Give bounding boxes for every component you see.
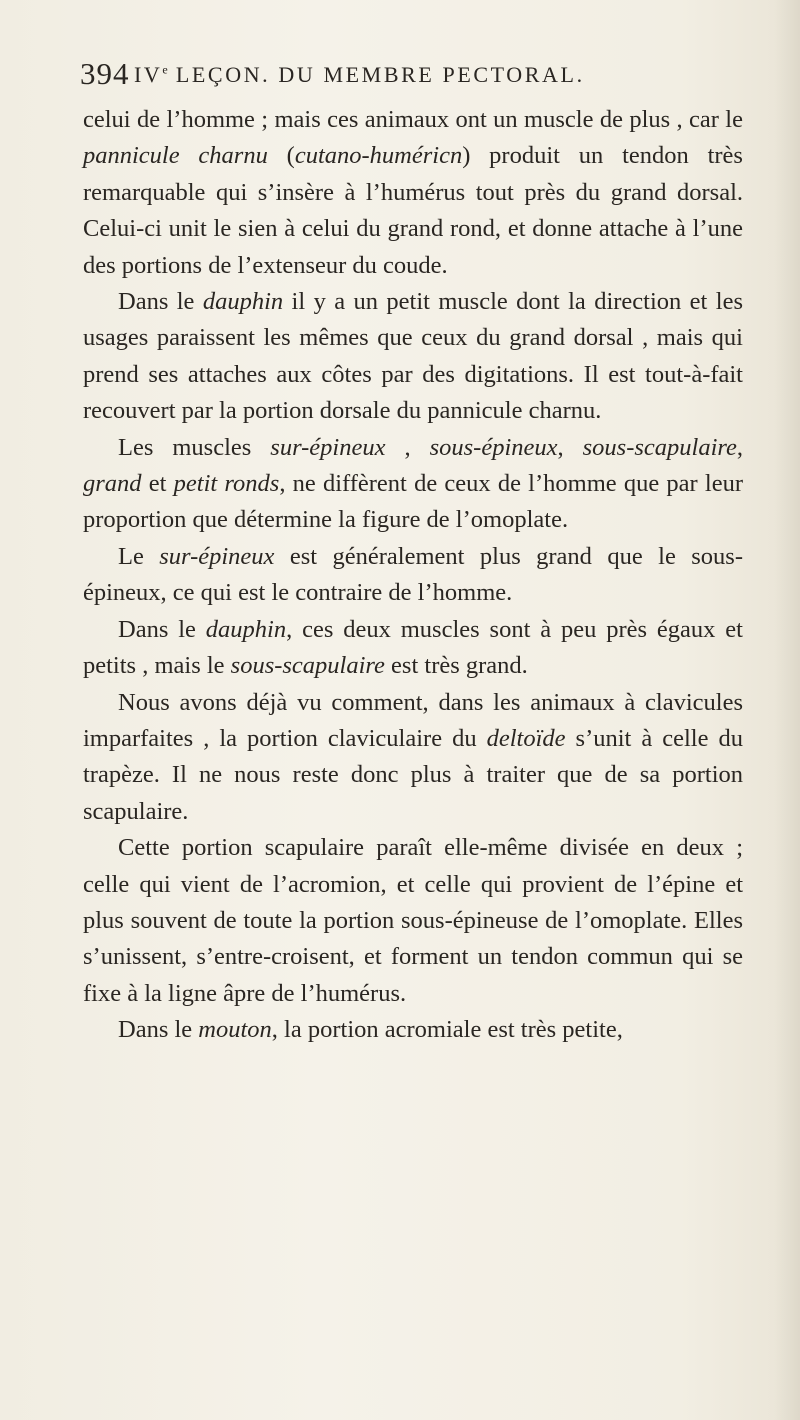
paragraph	[83, 102, 743, 284]
italic-term: sous-épineux	[429, 433, 558, 461]
paragraph	[83, 284, 743, 430]
text-run: ) produit un tendon très remarquable qui s’insère à l’humérus tout près du grand dorsal. Celui-ci unit le sien à celui du grand rond, et donne attache à l’une des portions de l’extenseur du coude.	[83, 142, 743, 279]
text-run: Le	[118, 542, 160, 570]
italic-term: dauphin	[205, 615, 287, 643]
italic-term: cutano-huméricn	[294, 142, 463, 170]
text-run: est généralement plus grand que le sous-épineux, ce qui est le contraire de l’homme.	[83, 542, 743, 607]
page-edge-shadow	[774, 0, 800, 1420]
italic-term: petit ronds	[173, 470, 280, 498]
paragraph	[83, 685, 743, 831]
running-title	[134, 62, 585, 88]
italic-term: sur-épineux	[270, 433, 386, 461]
text-run: celui de l’homme ; mais ces animaux ont un muscle de plus , car le	[83, 106, 743, 133]
page-number: 394	[80, 56, 130, 91]
text-run: , ces deux muscles sont à peu près égaux et petits , mais le	[83, 615, 743, 680]
paragraph	[83, 830, 743, 1012]
text-run: et	[141, 470, 174, 498]
paragraph	[83, 1012, 743, 1048]
text-run: , la portion acromiale est très petite,	[271, 1016, 623, 1044]
italic-term: sous-scapulaire	[582, 433, 737, 461]
paragraph	[83, 430, 743, 539]
text-run: Cette portion scapulaire paraît elle-même divisée en deux ; celle qui vient de l’acromion, et celle qui provient de l’épine et plus souvent de toute la portion sous-épineuse de l’omoplate. Elles s’unissent, s’entre-croisent, et forment un tendon commun qui se fixe à la ligne âpre de l’humérus.	[83, 834, 743, 1007]
text-run: Dans le	[118, 615, 206, 643]
lecture-numeral: IV	[134, 62, 163, 87]
text-run: il y a un petit muscle dont la direction et les usages paraissent les mêmes que ceux du grand dorsal , mais qui prend ses attaches aux côtes par des digitations. Il est tout-à-fait recouvert par la portion dorsale du pannicule charnu.	[83, 288, 743, 425]
italic-term: mouton	[198, 1016, 272, 1044]
lecture-superscript: e	[162, 62, 168, 77]
running-title-text: LEÇON. DU MEMBRE PECTORAL.	[175, 62, 585, 87]
running-header	[80, 56, 720, 96]
italic-term: sous-scapulaire	[230, 652, 385, 680]
text-run: Nous avons déjà vu comment, dans les animaux à clavicules imparfaites , la portion claviculaire du	[83, 688, 743, 752]
text-run: Les muscles	[118, 433, 271, 461]
text-run: ,	[557, 433, 583, 461]
body-text	[83, 102, 743, 1049]
italic-term: sur-épineux	[159, 542, 275, 570]
text-run: Dans le	[118, 288, 203, 316]
italic-term: pannicule charnu	[83, 142, 268, 170]
text-run: est très grand.	[384, 652, 528, 680]
text-run: s’unit à celle du trapèze. Il ne nous reste donc plus à traiter que de sa portion scapulaire.	[83, 724, 743, 825]
italic-term: dauphin	[202, 288, 284, 316]
paragraph	[83, 539, 743, 612]
text-run: Dans le	[118, 1016, 199, 1044]
paragraph	[83, 612, 743, 685]
text-run: (	[267, 142, 295, 170]
italic-term: grand	[83, 470, 142, 498]
italic-term: deltoïde	[486, 724, 566, 752]
text-run: , ne diffèrent de ceux de l’homme que par leur proportion que détermine la figure de l’omoplate.	[83, 470, 743, 534]
text-run: ,	[736, 433, 744, 461]
text-run: ,	[385, 433, 430, 461]
